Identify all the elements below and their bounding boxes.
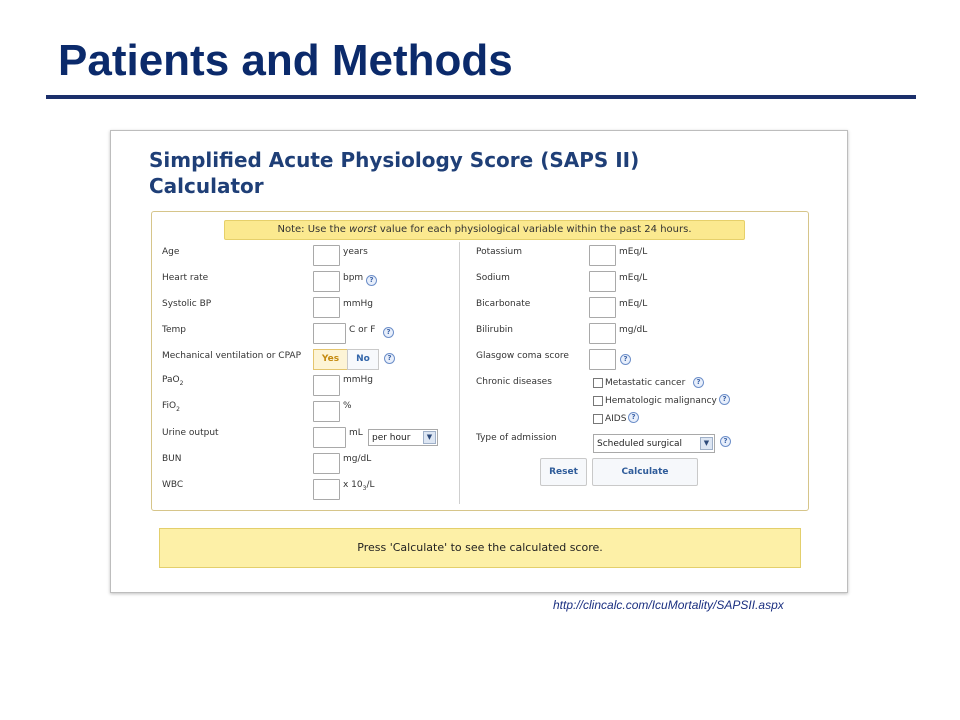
aids-checkbox[interactable] bbox=[593, 414, 603, 424]
temp-input[interactable] bbox=[313, 323, 346, 344]
potassium-input[interactable] bbox=[589, 245, 616, 266]
wbc-unit bbox=[343, 480, 375, 492]
heart-rate-label: Heart rate bbox=[162, 273, 209, 283]
calculator-title-line2: Calculator bbox=[149, 174, 264, 198]
bicarbonate-input[interactable] bbox=[589, 297, 616, 318]
title-divider bbox=[46, 95, 916, 99]
pao2-unit: mmHg bbox=[343, 375, 374, 385]
heart-rate-help-icon[interactable]: ? bbox=[366, 275, 377, 286]
wbc-input[interactable] bbox=[313, 479, 340, 500]
pao2-input[interactable] bbox=[313, 375, 340, 396]
pao2-label-text: PaO bbox=[162, 375, 180, 385]
mech-vent-yes-button[interactable]: Yes bbox=[313, 349, 348, 370]
reset-button[interactable]: Reset bbox=[540, 458, 587, 486]
slide-title: Patients and Methods bbox=[58, 36, 513, 85]
temp-unit: C or F bbox=[349, 325, 376, 335]
chevron-down-icon: ▼ bbox=[700, 437, 713, 450]
wbc-unit-suffix: /L bbox=[366, 480, 375, 490]
bicarbonate-unit: mEq/L bbox=[619, 299, 648, 309]
bun-unit: mg/dL bbox=[343, 454, 372, 464]
metastatic-help-icon[interactable]: ? bbox=[693, 377, 704, 388]
admission-help-icon[interactable]: ? bbox=[720, 436, 731, 447]
age-label: Age bbox=[162, 247, 180, 257]
urine-input[interactable] bbox=[313, 427, 346, 448]
aids-help-icon[interactable]: ? bbox=[628, 412, 639, 423]
temp-help-icon[interactable]: ? bbox=[383, 327, 394, 338]
pao2-label bbox=[162, 375, 183, 387]
source-link[interactable]: http://clincalc.com/IcuMortality/SAPSII.aspx bbox=[553, 598, 784, 612]
calculator-title bbox=[149, 147, 789, 199]
sodium-input[interactable] bbox=[589, 271, 616, 292]
heart-rate-input[interactable] bbox=[313, 271, 340, 292]
result-banner: Press 'Calculate' to see the calculated score. bbox=[159, 528, 801, 568]
aids-label: AIDS bbox=[605, 414, 627, 424]
fio2-unit: % bbox=[343, 401, 352, 411]
hematologic-help-icon[interactable]: ? bbox=[719, 394, 730, 405]
urine-label: Urine output bbox=[162, 428, 219, 438]
chevron-down-icon: ▼ bbox=[423, 431, 436, 444]
metastatic-cancer-label: Metastatic cancer bbox=[605, 378, 686, 388]
urine-unit: mL bbox=[349, 428, 363, 438]
hematologic-malignancy-checkbox[interactable] bbox=[593, 396, 603, 406]
heart-rate-unit: bpm bbox=[343, 273, 364, 283]
wbc-unit-sub: 3 bbox=[362, 484, 367, 492]
metastatic-cancer-checkbox[interactable] bbox=[593, 378, 603, 388]
wbc-unit-prefix: x 10 bbox=[343, 480, 363, 490]
note-prefix: Note: Use the bbox=[277, 224, 350, 235]
calculate-button[interactable]: Calculate bbox=[592, 458, 698, 486]
bun-input[interactable] bbox=[313, 453, 340, 474]
systolic-bp-label: Systolic BP bbox=[162, 299, 212, 309]
calculator-screenshot bbox=[110, 130, 848, 593]
note-suffix: value for each physiological variable within the past 24 hours. bbox=[376, 224, 692, 235]
admission-type-value: Scheduled surgical bbox=[597, 439, 683, 449]
temp-label: Temp bbox=[162, 325, 186, 335]
gcs-label: Glasgow coma score bbox=[476, 351, 569, 361]
bilirubin-label: Bilirubin bbox=[476, 325, 513, 335]
wbc-label: WBC bbox=[162, 480, 184, 490]
admission-type-select[interactable] bbox=[593, 434, 715, 453]
fio2-label-sub: 2 bbox=[176, 405, 180, 413]
note-emphasis: worst bbox=[349, 224, 377, 235]
mech-vent-label: Mechanical ventilation or CPAP bbox=[162, 351, 301, 361]
bun-label: BUN bbox=[162, 454, 182, 464]
sodium-unit: mEq/L bbox=[619, 273, 648, 283]
fio2-label bbox=[162, 401, 180, 413]
pao2-label-sub: 2 bbox=[179, 379, 184, 387]
gcs-help-icon[interactable]: ? bbox=[620, 354, 631, 365]
column-divider bbox=[459, 242, 460, 504]
age-input[interactable] bbox=[313, 245, 340, 266]
fio2-input[interactable] bbox=[313, 401, 340, 422]
potassium-label: Potassium bbox=[476, 247, 523, 257]
systolic-bp-input[interactable] bbox=[313, 297, 340, 318]
calculator-form-panel bbox=[151, 211, 809, 511]
gcs-input[interactable] bbox=[589, 349, 616, 370]
calculator-title-line1: Simplified Acute Physiology Score (SAPS II) bbox=[149, 148, 640, 172]
mech-vent-help-icon[interactable]: ? bbox=[384, 353, 395, 364]
urine-period-value: per hour bbox=[372, 433, 411, 443]
bicarbonate-label: Bicarbonate bbox=[476, 299, 531, 309]
note-banner bbox=[224, 220, 745, 240]
chronic-label: Chronic diseases bbox=[476, 377, 552, 387]
urine-period-select[interactable] bbox=[368, 429, 438, 446]
systolic-bp-unit: mmHg bbox=[343, 299, 374, 309]
potassium-unit: mEq/L bbox=[619, 247, 648, 257]
bilirubin-input[interactable] bbox=[589, 323, 616, 344]
sodium-label: Sodium bbox=[476, 273, 510, 283]
age-unit: years bbox=[343, 247, 368, 257]
bilirubin-unit: mg/dL bbox=[619, 325, 648, 335]
mech-vent-no-button[interactable]: No bbox=[347, 349, 379, 370]
admission-label: Type of admission bbox=[476, 433, 557, 443]
hematologic-malignancy-label: Hematologic malignancy bbox=[605, 396, 717, 406]
fio2-label-text: FiO bbox=[162, 401, 177, 411]
